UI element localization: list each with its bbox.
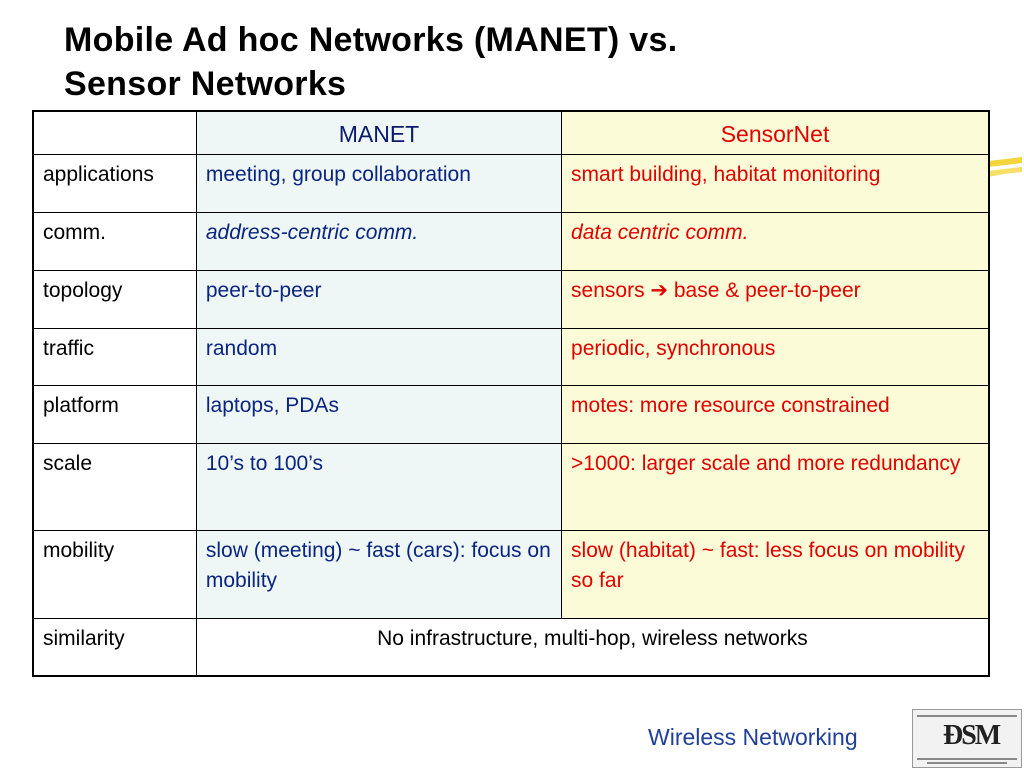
row-label: platform	[33, 386, 196, 444]
sensornet-cell: slow (habitat) ~ fast: less focus on mobility so far	[562, 531, 989, 619]
table-row	[33, 531, 989, 619]
table-row	[33, 386, 989, 444]
manet-cell: laptops, PDAs	[196, 386, 561, 444]
footer-text: Wireless Networking	[648, 724, 858, 750]
row-label: topology	[33, 271, 196, 329]
header-sensornet: SensorNet	[562, 111, 989, 155]
university-logo-icon: ÐSM	[912, 709, 1022, 768]
table-header-row	[33, 111, 989, 155]
row-label: mobility	[33, 531, 196, 619]
table-row	[33, 619, 989, 676]
sensornet-cell: smart building, habitat monitoring	[562, 155, 989, 213]
row-label: traffic	[33, 329, 196, 386]
row-label: similarity	[33, 619, 196, 676]
comparison-table	[32, 110, 990, 677]
slide-title	[64, 18, 964, 106]
sensornet-cell	[562, 271, 989, 329]
row-label: scale	[33, 444, 196, 531]
manet-cell: meeting, group collaboration	[196, 155, 561, 213]
sensornet-cell: periodic, synchronous	[562, 329, 989, 386]
table-row	[33, 213, 989, 271]
table-row	[33, 329, 989, 386]
similarity-merged-cell: No infrastructure, multi-hop, wireless networks	[196, 619, 989, 676]
manet-cell: slow (meeting) ~ fast (cars): focus on mobility	[196, 531, 561, 619]
sensornet-cell: data centric comm.	[562, 213, 989, 271]
sensornet-post: base & peer-to-peer	[673, 279, 861, 302]
highlighter-brush-right-icon	[986, 155, 1024, 181]
manet-cell: 10’s to 100’s	[196, 444, 561, 531]
manet-cell: random	[196, 329, 561, 386]
header-empty	[33, 111, 196, 155]
slide-title-line-1: Mobile Ad hoc Networks (MANET) vs.	[64, 21, 678, 59]
sensornet-pre: sensors	[571, 279, 645, 302]
table-row	[33, 444, 989, 531]
arrow-right-icon: ➔	[650, 279, 669, 302]
table-row	[33, 155, 989, 213]
header-manet: MANET	[196, 111, 561, 155]
sensornet-cell: motes: more resource constrained	[562, 386, 989, 444]
row-label: applications	[33, 155, 196, 213]
slide-title-line-2: Sensor Networks	[64, 65, 347, 103]
sensornet-cell: >1000: larger scale and more redundancy	[562, 444, 989, 531]
table-row	[33, 271, 989, 329]
manet-cell: address-centric comm.	[196, 213, 561, 271]
row-label: comm.	[33, 213, 196, 271]
manet-cell: peer-to-peer	[196, 271, 561, 329]
